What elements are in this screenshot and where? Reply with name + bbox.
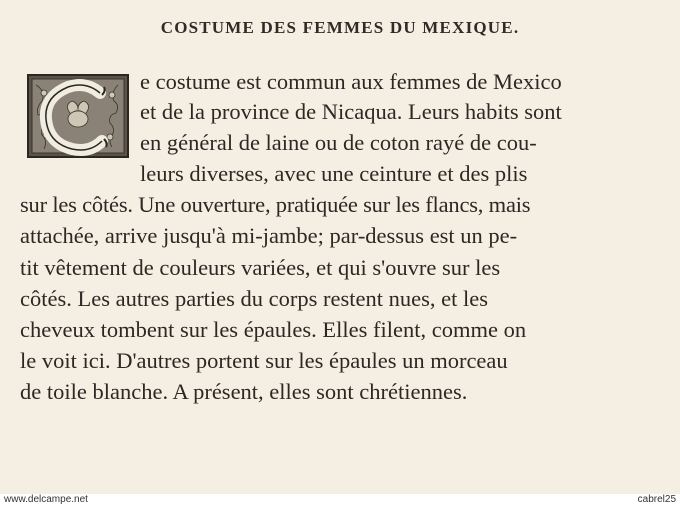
watermark-footer (0, 494, 680, 507)
text-line-6: attachée, arrive jusqu'à mi-jambe; par-dessus est un pe- (20, 223, 518, 248)
text-line-4: leurs diverses, avec une ceinture et des plis (140, 161, 528, 186)
text-line-1: e costume est commun aux femmes de Mexico (140, 69, 562, 94)
text-line-11: de toile blanche. A présent, elles sont chrétiennes. (20, 379, 468, 404)
text-line-3: en général de laine ou de coton rayé de cou- (140, 130, 537, 155)
footer-seller-name: cabrel25 (637, 494, 676, 505)
text-line-5: sur les côtés. Une ouverture, pratiquée sur les flancs, mais (20, 192, 531, 217)
text-line-7: tit vêtement de couleurs variées, et qui s'ouvre sur les (20, 255, 501, 280)
drop-cap-ornament-icon (22, 73, 138, 159)
text-line-9: cheveux tombent sur les épaules. Elles filent, comme on (20, 317, 527, 342)
text-line-2: et de la province de Nicaqua. Leurs habits sont (140, 99, 562, 124)
page-title: COSTUME DES FEMMES DU MEXIQUE. (160, 18, 520, 37)
ornamental-drop-cap (22, 73, 138, 159)
footer-site-link[interactable]: www.delcampe.net (4, 494, 88, 505)
text-line-8: côtés. Les autres parties du corps restent nues, et les (20, 286, 488, 311)
text-line-10: le voit ici. D'autres portent sur les épaules un morceau (20, 348, 508, 373)
